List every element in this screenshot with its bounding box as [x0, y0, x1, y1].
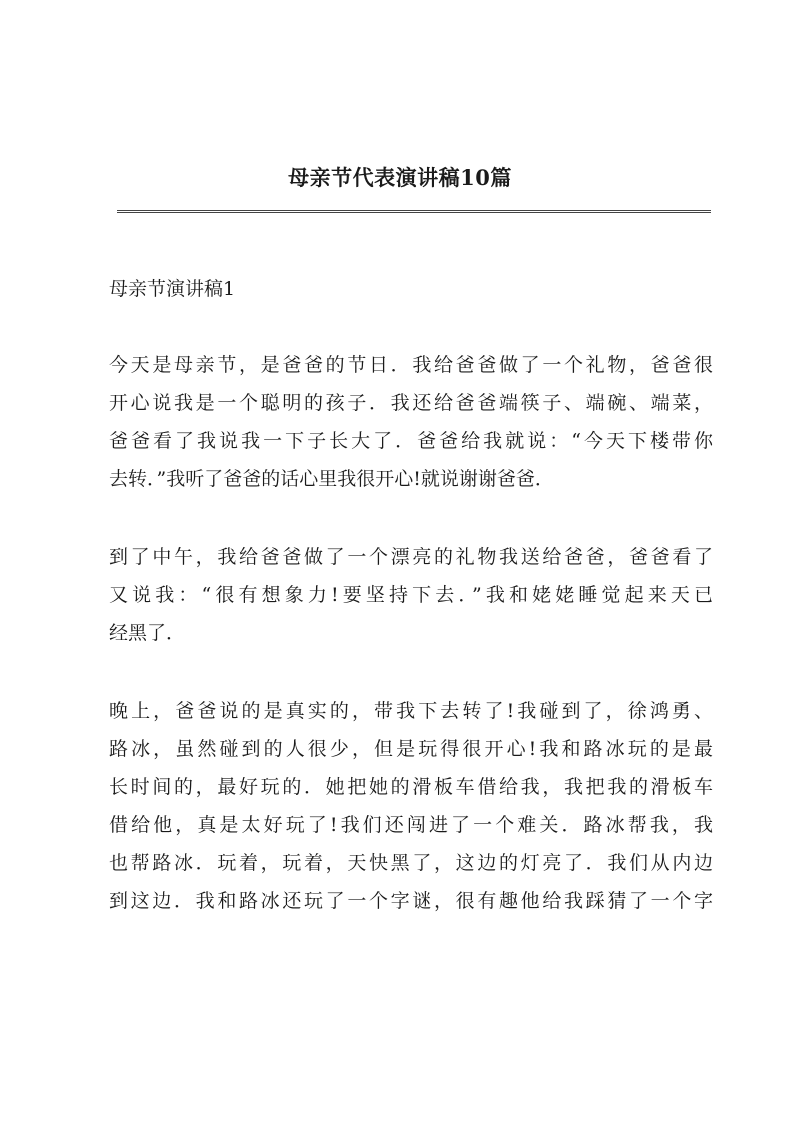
text-line: 晚上，爸爸说的是真实的，带我下去转了!我碰到了，徐鸿勇、 — [109, 700, 713, 722]
paragraph-2 — [109, 538, 713, 652]
text-line: 今天是母亲节，是爸爸的节日．我给爸爸做了一个礼物，爸爸很 — [109, 354, 713, 376]
text-line: 又说我：“很有想象力!要坚持下去．”我和姥姥睡觉起来天已 — [109, 584, 713, 606]
text-line: 去转．”我听了爸爸的话心里我很开心!就说谢谢爸爸． — [109, 468, 554, 490]
document-body — [109, 272, 713, 960]
text-line: 长时间的，最好玩的．她把她的滑板车借给我，我把我的滑板车 — [109, 776, 713, 798]
text-line: 爸爸看了我说我一下子长大了．爸爸给我就说：“今天下楼带你 — [109, 430, 713, 452]
section-heading: 母亲节演讲稿1 — [109, 278, 236, 300]
text-line: 经黑了． — [109, 622, 186, 644]
paragraph-3 — [109, 692, 713, 920]
text-line: 也帮路冰．玩着，玩着，天快黑了，这边的灯亮了．我们从内边 — [109, 852, 713, 874]
paragraph-1 — [109, 346, 713, 498]
text-line: 路冰，虽然碰到的人很少，但是玩得很开心!我和路冰玩的是最 — [109, 738, 713, 760]
title-divider — [117, 210, 711, 213]
document-title: 母亲节代表演讲稿10篇 — [288, 165, 512, 190]
text-line: 借给他，真是太好玩了!我们还闯进了一个难关．路冰帮我，我 — [109, 814, 713, 836]
text-line: 开心说我是一个聪明的孩子．我还给爸爸端筷子、端碗、端菜， — [109, 392, 713, 414]
text-line: 到这边．我和路冰还玩了一个字谜，很有趣他给我踩猜了一个字 — [109, 890, 713, 912]
text-line: 到了中午，我给爸爸做了一个漂亮的礼物我送给爸爸，爸爸看了 — [109, 546, 713, 568]
